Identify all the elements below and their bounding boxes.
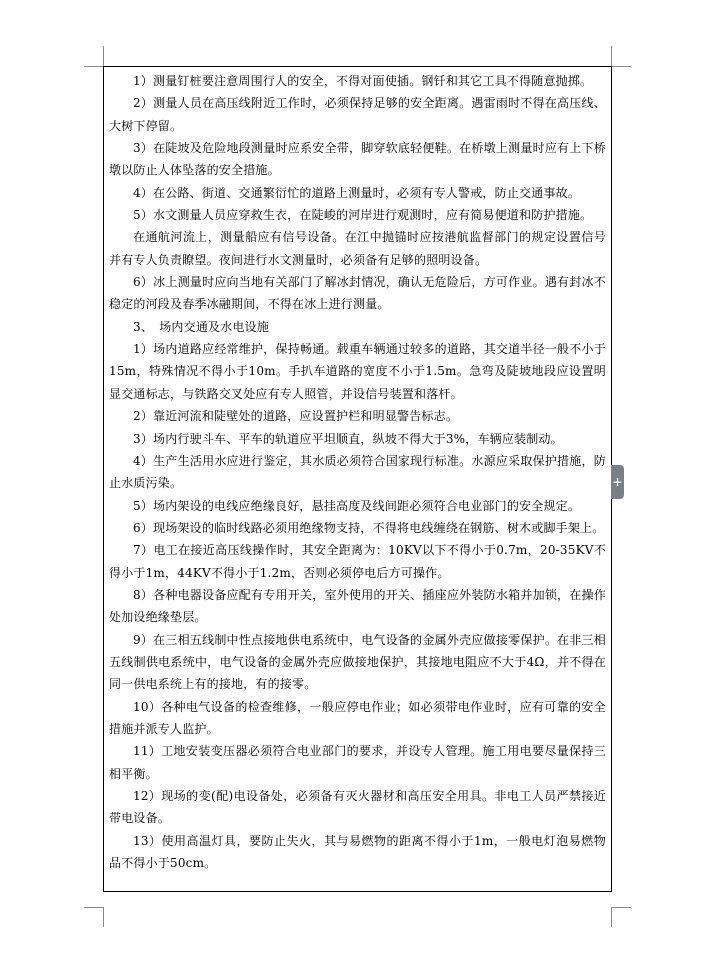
paragraph: 10）各种电气设备的检查维修，一般应停电作业；如必须带电作业时，应有可靠的安全措施并派专人监护。 <box>109 699 606 736</box>
paragraph: 3）场内行驶斗车、平车的轨道应平坦顺直，纵坡不得大于3%，车辆应装制动。 <box>133 431 563 446</box>
paragraph: 6）现场架设的临时线路必须用绝缘物支持，不得将电线缠绕在钢筋、树木或脚手架上。 <box>133 520 605 535</box>
plus-icon: + <box>612 475 623 489</box>
paragraph: 6）冰上测量时应向当地有关部门了解冰封情况，确认无危险后，方可作业。遇有封冰不稳定的河段及春季冰融期间，不得在冰上进行测量。 <box>109 275 606 312</box>
paragraph: 4）生产生活用水应进行鉴定，其水质必须符合国家现行标准。水源应采取保护措施，防止水质污染。 <box>109 453 606 491</box>
crop-mark-bottom-left-horizontal <box>84 907 103 908</box>
crop-mark-bottom-right-vertical <box>611 907 612 927</box>
paragraph: 8）各种电器设备应配有专用开关，室外使用的开关、插座应外装防水箱并加锁，在操作处加设绝缘垫层。 <box>109 587 606 625</box>
crop-mark-top-left-horizontal <box>84 66 103 67</box>
section-heading: 3、 场内交通及水电设施 <box>133 319 270 334</box>
paragraph: 1）场内道路应经常维护，保持畅通。载重车辆通过较多的道路，其交道半径一般不小于15m，特殊情况不得小于10m。手扒车道路的宽度不小于1.5m。急弯及陡坡地段应设置明显交通标志，与铁路交叉处应有专人照管，并设信号装置和落杆。 <box>109 342 606 401</box>
expand-panel-button[interactable] <box>611 465 624 499</box>
crop-mark-bottom-right-horizontal <box>612 907 631 908</box>
document-page <box>103 66 612 892</box>
document-body <box>109 70 606 874</box>
paragraph: 7）电工在接近高压线操作时，其安全距离为：10KV以下不得小于0.7m，20-35KV不得小于1m，44KV不得小于1.2m，否则必须停电后方可操作。 <box>109 543 606 580</box>
crop-mark-top-left-vertical <box>103 46 104 66</box>
paragraph: 2）靠近河流和陡壁处的道路，应设置护栏和明显警告标志。 <box>133 409 459 424</box>
paragraph: 2）测量人员在高压线附近工作时，必须保持足够的安全距离。遇雷雨时不得在高压线、大树下停留。 <box>109 96 606 133</box>
paragraph: 4）在公路、街道、交通繁衍忙的道路上测量时，必须有专人警戒，防止交通事故。 <box>133 185 581 200</box>
paragraph: 13）使用高温灯具，要防止失火，其与易燃物的距离不得小于1m，一般电灯泡易燃物品不得小于50cm。 <box>109 833 606 871</box>
paragraph: 在通航河流上，测量船应有信号设备。在江中抛锚时应按港航监督部门的规定设置信号并有专人负责瞭望。夜间进行水文测量时，必须备有足够的照明设备。 <box>109 230 606 267</box>
paragraph: 11）工地安装变压器必须符合电业部门的要求，并设专人管理。施工用电要尽量保持三相平衡。 <box>109 744 606 781</box>
crop-mark-top-right-horizontal <box>612 66 631 67</box>
paragraph: 5）水文测量人员应穿救生衣，在陡峻的河岸进行观测时，应有简易便道和防护措施。 <box>133 208 593 223</box>
crop-mark-bottom-left-vertical <box>103 907 104 927</box>
paragraph: 12）现场的变(配)电设备处，必须备有灭火器材和高压安全用具。非电工人员严禁接近带电设备。 <box>109 789 606 826</box>
paragraph: 3）在陡坡及危险地段测量时应系安全带，脚穿软底轻便鞋。在桥墩上测量时应有上下桥墩以防止人体坠落的安全措施。 <box>109 141 606 178</box>
crop-mark-top-right-vertical <box>611 46 612 66</box>
paragraph: 9）在三相五线制中性点接地供电系统中，电气设备的金属外壳应做接零保护。在非三相五线制供电系统中，电气设备的金属外壳应做接地保护，其接地电阻应不大于4Ω，并不得在同一供电系统上有的接地，有的接零。 <box>109 632 606 692</box>
paragraph: 5）场内架设的电线应绝缘良好，悬挂高度及线间距必须符合电业部门的安全规定。 <box>133 498 581 513</box>
paragraph: 1）测量钉桩要注意周围行人的安全，不得对面使插。钢钎和其它工具不得随意抛掷。 <box>133 74 593 88</box>
